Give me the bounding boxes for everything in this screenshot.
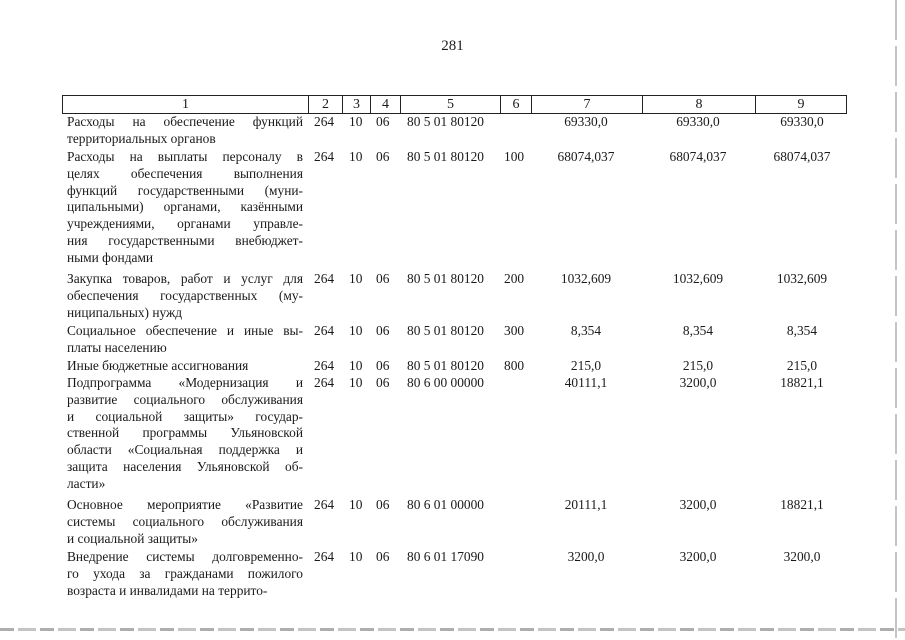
cell-description — [67, 323, 303, 357]
cell-amount-col8: 215,0 — [682, 358, 714, 373]
description-line: системы социального обслуживания — [67, 513, 303, 529]
description-line: функций государственными (муни- — [67, 182, 303, 198]
cell-target-article: 80 6 01 17090 — [407, 549, 484, 564]
cell-subsection: 06 — [376, 323, 390, 338]
cell-target-article: 80 5 01 80120 — [407, 149, 484, 164]
cell-subsection: 06 — [376, 149, 390, 164]
page-number: 281 — [441, 38, 464, 54]
cell-description — [67, 114, 303, 148]
cell-admin-code: 264 — [314, 149, 335, 164]
cell-description — [67, 358, 303, 375]
header-col-4: 4 — [370, 96, 400, 113]
description-line: го ухода за гражданами пожилого — [67, 565, 303, 581]
cell-description — [67, 271, 303, 321]
description-line: Социальное обеспечение и иные вы- — [67, 323, 303, 338]
cell-admin-code: 264 — [314, 497, 335, 512]
description-line: ния государственными внебюджет- — [67, 232, 303, 248]
cell-amount-col9: 1032,609 — [776, 271, 828, 286]
cell-amount-col7: 1032,609 — [560, 271, 612, 286]
cell-target-article: 80 6 01 00000 — [407, 497, 484, 512]
cell-admin-code: 264 — [314, 358, 335, 373]
description-line: обеспечения государственных (му- — [67, 287, 303, 303]
cell-section: 10 — [349, 549, 363, 564]
cell-subsection: 06 — [376, 549, 390, 564]
cell-amount-col8: 1032,609 — [672, 271, 724, 286]
description-line: и социальной защиты» — [67, 530, 198, 546]
cell-description — [67, 149, 303, 267]
cell-amount-col7: 20111,1 — [564, 497, 608, 512]
description-line: возраста и инвалидами на террито- — [67, 582, 268, 598]
cell-expense-type: 200 — [504, 271, 525, 286]
cell-amount-col8: 69330,0 — [676, 114, 720, 129]
cell-amount-col8: 3200,0 — [679, 375, 717, 390]
cell-admin-code: 264 — [314, 549, 335, 564]
cell-target-article: 80 5 01 80120 — [407, 271, 484, 286]
cell-description — [67, 497, 303, 547]
cell-description — [67, 549, 303, 599]
header-col-1: 1 — [182, 97, 189, 112]
cell-amount-col9: 3200,0 — [783, 549, 821, 564]
description-line: ципальными) органами, казёнными — [67, 199, 303, 215]
description-line: Основное мероприятие «Развитие — [67, 497, 303, 512]
description-line: Внедрение системы долговременно- — [67, 549, 303, 564]
cell-section: 10 — [349, 271, 363, 286]
cell-subsection: 06 — [376, 497, 390, 512]
description-line: защита населения Ульяновской об- — [67, 458, 303, 474]
cell-amount-col9: 18821,1 — [780, 375, 824, 390]
cell-amount-col7: 3200,0 — [567, 549, 605, 564]
cell-admin-code: 264 — [314, 114, 335, 129]
cell-target-article: 80 6 00 00000 — [407, 375, 484, 390]
description-line: ниципальных) нужд — [67, 304, 183, 320]
cell-amount-col7: 215,0 — [570, 358, 602, 373]
description-line: ласти» — [67, 475, 106, 491]
header-col-5: 5 — [400, 96, 500, 113]
cell-section: 10 — [349, 149, 363, 164]
cell-amount-col9: 68074,037 — [773, 149, 831, 164]
cell-amount-col7: 40111,1 — [564, 375, 608, 390]
description-line: Расходы на обеспечение функций — [67, 114, 303, 129]
cell-amount-col9: 215,0 — [786, 358, 818, 373]
description-line: ными фондами — [67, 249, 154, 265]
cell-subsection: 06 — [376, 114, 390, 129]
header-col-6: 6 — [500, 96, 531, 113]
description-line: территориальных органов — [67, 130, 216, 146]
table-header-row — [62, 95, 847, 114]
cell-amount-col9: 69330,0 — [780, 114, 824, 129]
description-line: Закупка товаров, работ и услуг для — [67, 271, 303, 286]
description-line: Расходы на выплаты персоналу в — [67, 149, 303, 164]
cell-section: 10 — [349, 114, 363, 129]
cell-amount-col9: 18821,1 — [780, 497, 824, 512]
description-line: платы населению — [67, 339, 167, 355]
description-line: ственной программы Ульяновской — [67, 425, 303, 441]
cell-amount-col8: 3200,0 — [679, 549, 717, 564]
cell-subsection: 06 — [376, 271, 390, 286]
cell-subsection: 06 — [376, 375, 390, 390]
description-line: учреждениями, органами управле- — [67, 216, 303, 232]
description-line: Подпрограмма «Модернизация и — [67, 375, 303, 390]
header-col-9: 9 — [755, 96, 846, 113]
cell-amount-col8: 8,354 — [682, 323, 714, 338]
description-line: области «Социальная поддержка и — [67, 442, 303, 458]
cell-description — [67, 375, 303, 493]
cell-section: 10 — [349, 497, 363, 512]
cell-amount-col8: 3200,0 — [679, 497, 717, 512]
cell-section: 10 — [349, 358, 363, 373]
cell-admin-code: 264 — [314, 323, 335, 338]
description-line: развитие социального обслуживания — [67, 391, 303, 407]
cell-expense-type: 300 — [504, 323, 525, 338]
description-line: и социальной защиты» государ- — [67, 408, 303, 424]
cell-target-article: 80 5 01 80120 — [407, 323, 484, 338]
description-line: целях обеспечения выполнения — [67, 165, 303, 181]
cell-amount-col7: 8,354 — [570, 323, 602, 338]
cell-admin-code: 264 — [314, 375, 335, 390]
header-col-2: 2 — [308, 96, 342, 113]
cell-subsection: 06 — [376, 358, 390, 373]
header-col-8: 8 — [642, 96, 755, 113]
cell-amount-col7: 68074,037 — [557, 149, 615, 164]
cell-section: 10 — [349, 323, 363, 338]
cell-target-article: 80 5 01 80120 — [407, 358, 484, 373]
cell-expense-type: 100 — [504, 149, 525, 164]
cell-expense-type: 800 — [504, 358, 525, 373]
header-col-3: 3 — [342, 96, 370, 113]
scan-bottom-edge — [0, 628, 905, 631]
description-line: Иные бюджетные ассигнования — [67, 358, 249, 373]
scan-right-edge — [895, 0, 897, 640]
cell-target-article: 80 5 01 80120 — [407, 114, 484, 129]
cell-amount-col9: 8,354 — [786, 323, 818, 338]
header-col-7: 7 — [531, 96, 642, 113]
cell-admin-code: 264 — [314, 271, 335, 286]
cell-amount-col7: 69330,0 — [564, 114, 608, 129]
cell-section: 10 — [349, 375, 363, 390]
cell-amount-col8: 68074,037 — [669, 149, 727, 164]
